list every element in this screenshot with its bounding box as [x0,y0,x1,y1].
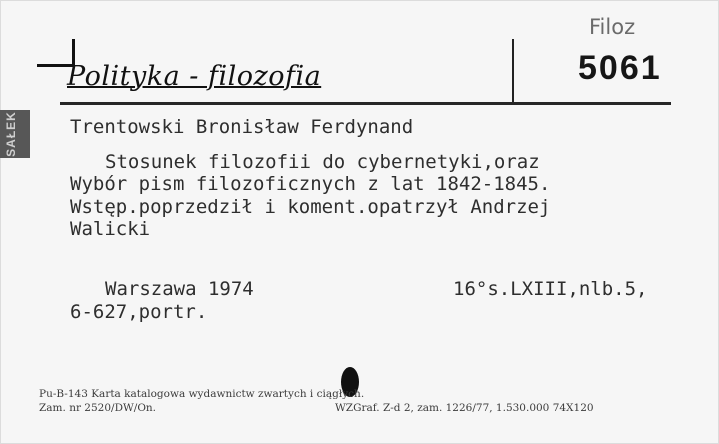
isbn-line: 6-627,portr. [70,301,208,323]
imprint-line: Warszawa 1974 [105,278,254,300]
title-line-4: Walicki [70,218,151,240]
vertical-divider [512,39,514,103]
heading-rule [60,102,671,105]
title-line-1: Stosunek filozofii do cybernetyki,oraz [105,151,540,173]
call-number: 5061 [578,49,662,87]
footer-line-2-left: Zam. nr 2520/DW/On. [39,402,157,414]
side-label: SAŁEK [0,110,30,158]
subject-heading: Polityka - filozofia [67,61,322,92]
collation-line: 16°s.LXIII,nlb.5, [453,278,648,300]
pencil-note: Filoz [589,15,636,39]
title-line-2: Wybór pism filozoficznych z lat 1842-1845. [70,173,551,195]
footer-line-1: Pu-B-143 Karta katalogowa wydawnictw zwartych i ciągłych. [39,388,365,400]
title-line-3: Wstęp.poprzedził i koment.opatrzył Andrzej [70,196,551,218]
author-line: Trentowski Bronisław Ferdynand [70,116,414,138]
footer-line-2-right: WZGraf. Z-d 2, zam. 1226/77, 1.530.000 74X120 [335,402,594,414]
